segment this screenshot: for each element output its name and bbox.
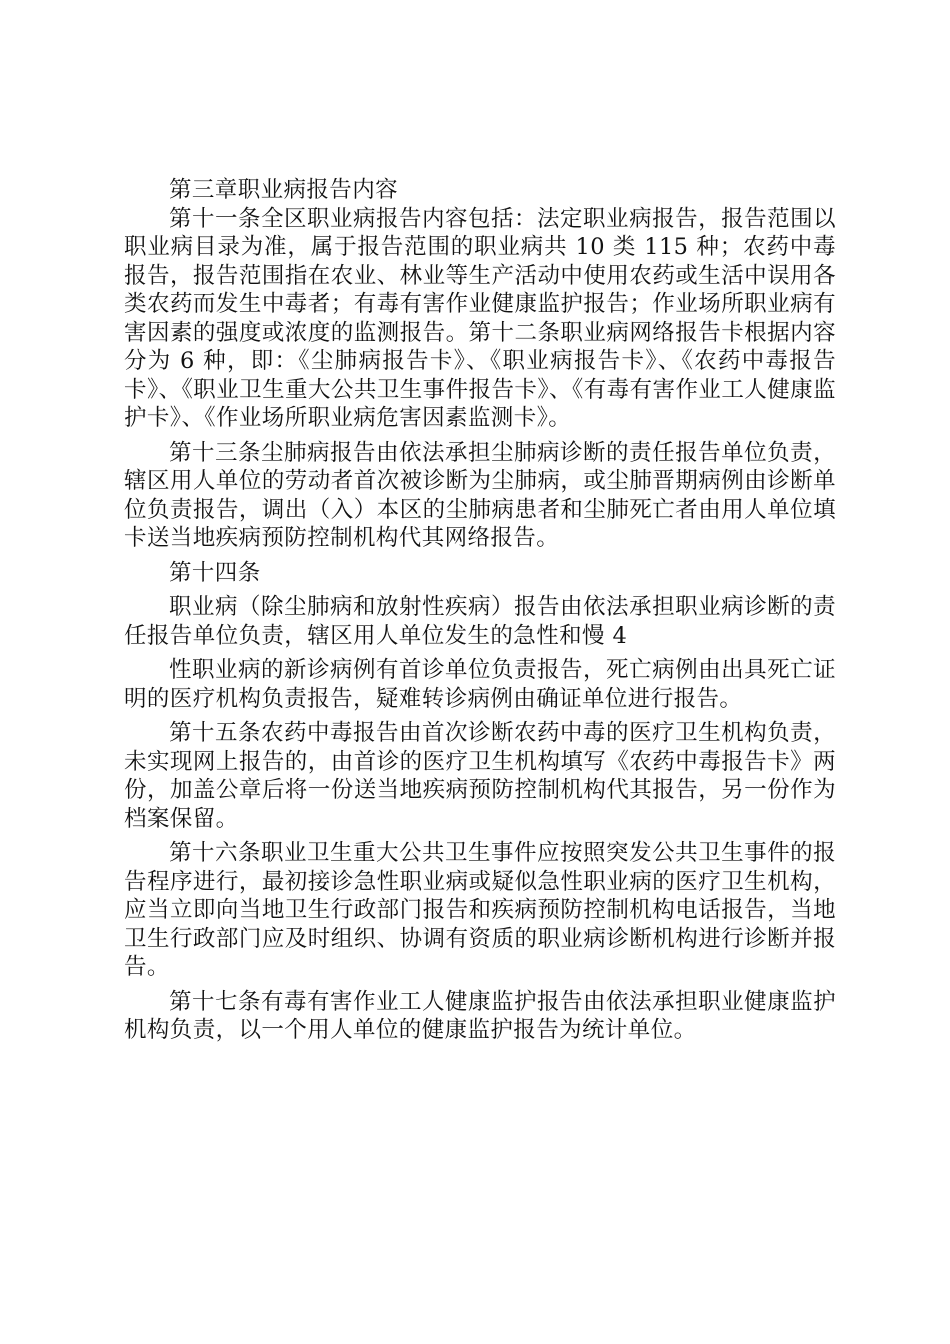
- paragraph-article-11-12: 第十一条全区职业病报告内容包括：法定职业病报告，报告范围以职业病目录为准，属于报告范围的职业病共 10 类 115 种；农药中毒报告，报告范围指在农业、林业等生产活动中使用农药或生活中误用各类农药而发生中毒者；有毒有害作业健康监护报告；作业场所职业病有害因素的强度或浓度的监测报告。第十二条职业病网络报告卡根据内容分为 6 种，即：《尘肺病报告卡》、《职业病报告卡》、《农药中毒报告卡》、《职业卫生重大公共卫生事件报告卡》、《有毒有害作业工人健康监护卡》、《作业场所职业病危害因素监测卡》。: [124, 205, 836, 431]
- paragraph-article-16: 第十六条职业卫生重大公共卫生事件应按照突发公共卫生事件的报告程序进行，最初接诊急性职业病或疑似急性职业病的医疗卫生机构，应当立即向当地卫生行政部门报告和疾病预防控制机构电话报告，当地卫生行政部门应及时组织、协调有资质的职业病诊断机构进行诊断并报告。: [124, 840, 836, 980]
- paragraph-article-17: 第十七条有毒有害作业工人健康监护报告由依法承担职业健康监护机构负责，以一个用人单位的健康监护报告为统计单位。: [124, 988, 836, 1043]
- chapter-heading: 第三章职业病报告内容: [169, 177, 399, 203]
- paragraph-article-13: 第十三条尘肺病报告由依法承担尘肺病诊断的责任报告单位负责，辖区用人单位的劳动者首次被诊断为尘肺病，或尘肺晋期病例由诊断单位负责报告，调出（入）本区的尘肺病患者和尘肺死亡者由用人单位填卡送当地疾病预防控制机构代其网络报告。: [124, 439, 836, 551]
- paragraph-article-14-part1: 职业病（除尘肺病和放射性疾病）报告由依法承担职业病诊断的责任报告单位负责，辖区用人单位发生的急性和慢 4: [124, 594, 836, 649]
- paragraph-article-14-heading: 第十四条: [169, 559, 261, 586]
- paragraph-article-14-part2: 性职业病的新诊病例有首诊单位负责报告，死亡病例由出具死亡证明的医疗机构负责报告，疑难转诊病例由确证单位进行报告。: [124, 657, 836, 712]
- paragraph-article-15: 第十五条农药中毒报告由首次诊断农药中毒的医疗卫生机构负责，未实现网上报告的，由首诊的医疗卫生机构填写《农药中毒报告卡》两份，加盖公章后将一份送当地疾病预防控制机构代其报告，另一份作为档案保留。: [124, 720, 836, 832]
- document-body: [124, 176, 836, 1045]
